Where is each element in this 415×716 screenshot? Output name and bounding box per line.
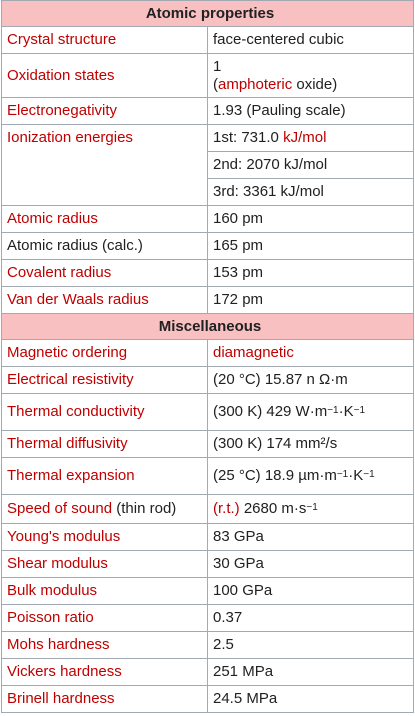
label-electronegativity[interactable]: Electronegativity [2, 98, 208, 125]
label-oxidation-states[interactable]: Oxidation states [2, 54, 208, 98]
label-brinell-hardness[interactable]: Brinell hardness [2, 686, 208, 713]
label-ionization-energies[interactable]: Ionization energies [2, 125, 208, 206]
label-speed-of-sound[interactable]: Speed of sound [7, 500, 113, 517]
paren-open: ( [213, 75, 218, 93]
value-covalent-radius: 153 pm [208, 260, 414, 287]
oxidation-oxide-note [213, 76, 413, 94]
thermal-conductivity-sup1: −1 [327, 405, 339, 416]
properties-infobox [1, 0, 414, 713]
value-oxidation-states [208, 54, 414, 98]
label-covalent-radius[interactable]: Covalent radius [2, 260, 208, 287]
thermal-conductivity-sup2: −1 [353, 405, 366, 416]
label-thermal-diffusivity[interactable]: Thermal diffusivity [2, 431, 208, 458]
speed-of-sound-sup: −1 [306, 502, 318, 513]
section-header-miscellaneous: Miscellaneous [2, 314, 414, 340]
value-mohs-hardness: 2.5 [208, 632, 414, 659]
label-thermal-conductivity[interactable]: Thermal conductivity [2, 394, 208, 431]
oxidation-state-value: 1 [213, 57, 222, 75]
section-header-atomic-properties: Atomic properties [2, 1, 414, 27]
label-atomic-radius[interactable]: Atomic radius [2, 206, 208, 233]
value-speed-of-sound [208, 495, 414, 524]
value-youngs-modulus: 83 GPa [208, 524, 414, 551]
value-brinell-hardness: 24.5 MPa [208, 686, 414, 713]
label-electrical-resistivity[interactable]: Electrical resistivity [2, 367, 208, 394]
value-bulk-modulus: 100 GPa [208, 578, 414, 605]
label-shear-modulus[interactable]: Shear modulus [2, 551, 208, 578]
amphoteric-link[interactable]: amphoteric [218, 75, 293, 93]
label-magnetic-ordering[interactable]: Magnetic ordering [2, 340, 208, 367]
value-electrical-resistivity: (20 °C) 15.87 n Ω·m [208, 367, 414, 394]
value-electronegativity: 1.93 (Pauling scale) [208, 98, 414, 125]
value-van-der-waals-radius: 172 pm [208, 287, 414, 314]
label-poisson-ratio[interactable]: Poisson ratio [2, 605, 208, 632]
label-thin-rod: (thin rod) [112, 500, 177, 517]
label-youngs-modulus[interactable]: Young's modulus [2, 524, 208, 551]
value-thermal-diffusivity: (300 K) 174 mm²/s [208, 431, 414, 458]
value-atomic-radius-calc: 165 pm [208, 233, 414, 260]
thermal-expansion-k: ·K [348, 467, 364, 484]
label-mohs-hardness[interactable]: Mohs hardness [2, 632, 208, 659]
value-ionization-1st [208, 125, 414, 152]
value-magnetic-ordering[interactable]: diamagnetic [208, 340, 414, 367]
label-vickers-hardness[interactable]: Vickers hardness [2, 659, 208, 686]
thermal-conductivity-main: (300 K) 429 W·m [213, 403, 328, 420]
label-bulk-modulus[interactable]: Bulk modulus [2, 578, 208, 605]
thermal-conductivity-k: ·K [338, 403, 354, 420]
ionization-1st-text: 1st: 731.0 [213, 129, 284, 146]
rt-link[interactable]: (r.t.) [213, 500, 240, 517]
label-crystal-structure[interactable]: Crystal structure [2, 27, 208, 54]
value-atomic-radius: 160 pm [208, 206, 414, 233]
label-speed-of-sound-cell [2, 495, 208, 524]
label-van-der-waals-radius[interactable]: Van der Waals radius [2, 287, 208, 314]
value-crystal-structure: face-centered cubic [208, 27, 414, 54]
label-thermal-expansion[interactable]: Thermal expansion [2, 458, 208, 495]
oxide-text: oxide) [292, 75, 338, 93]
value-shear-modulus: 30 GPa [208, 551, 414, 578]
speed-of-sound-main: 2680 m·s [239, 500, 307, 517]
thermal-expansion-sup2: −1 [363, 469, 375, 480]
label-atomic-radius-calc: Atomic radius (calc.) [2, 233, 208, 260]
value-thermal-expansion [208, 458, 414, 495]
value-thermal-conductivity [208, 394, 414, 431]
value-ionization-2nd: 2nd: 2070 kJ/mol [208, 152, 414, 179]
kj-mol-link[interactable]: kJ/mol [283, 129, 327, 146]
value-poisson-ratio: 0.37 [208, 605, 414, 632]
value-ionization-3rd: 3rd: 3361 kJ/mol [208, 179, 414, 206]
value-vickers-hardness: 251 MPa [208, 659, 414, 686]
thermal-expansion-sup1: −1 [336, 469, 349, 480]
thermal-expansion-main: (25 °C) 18.9 µm·m [213, 467, 337, 484]
